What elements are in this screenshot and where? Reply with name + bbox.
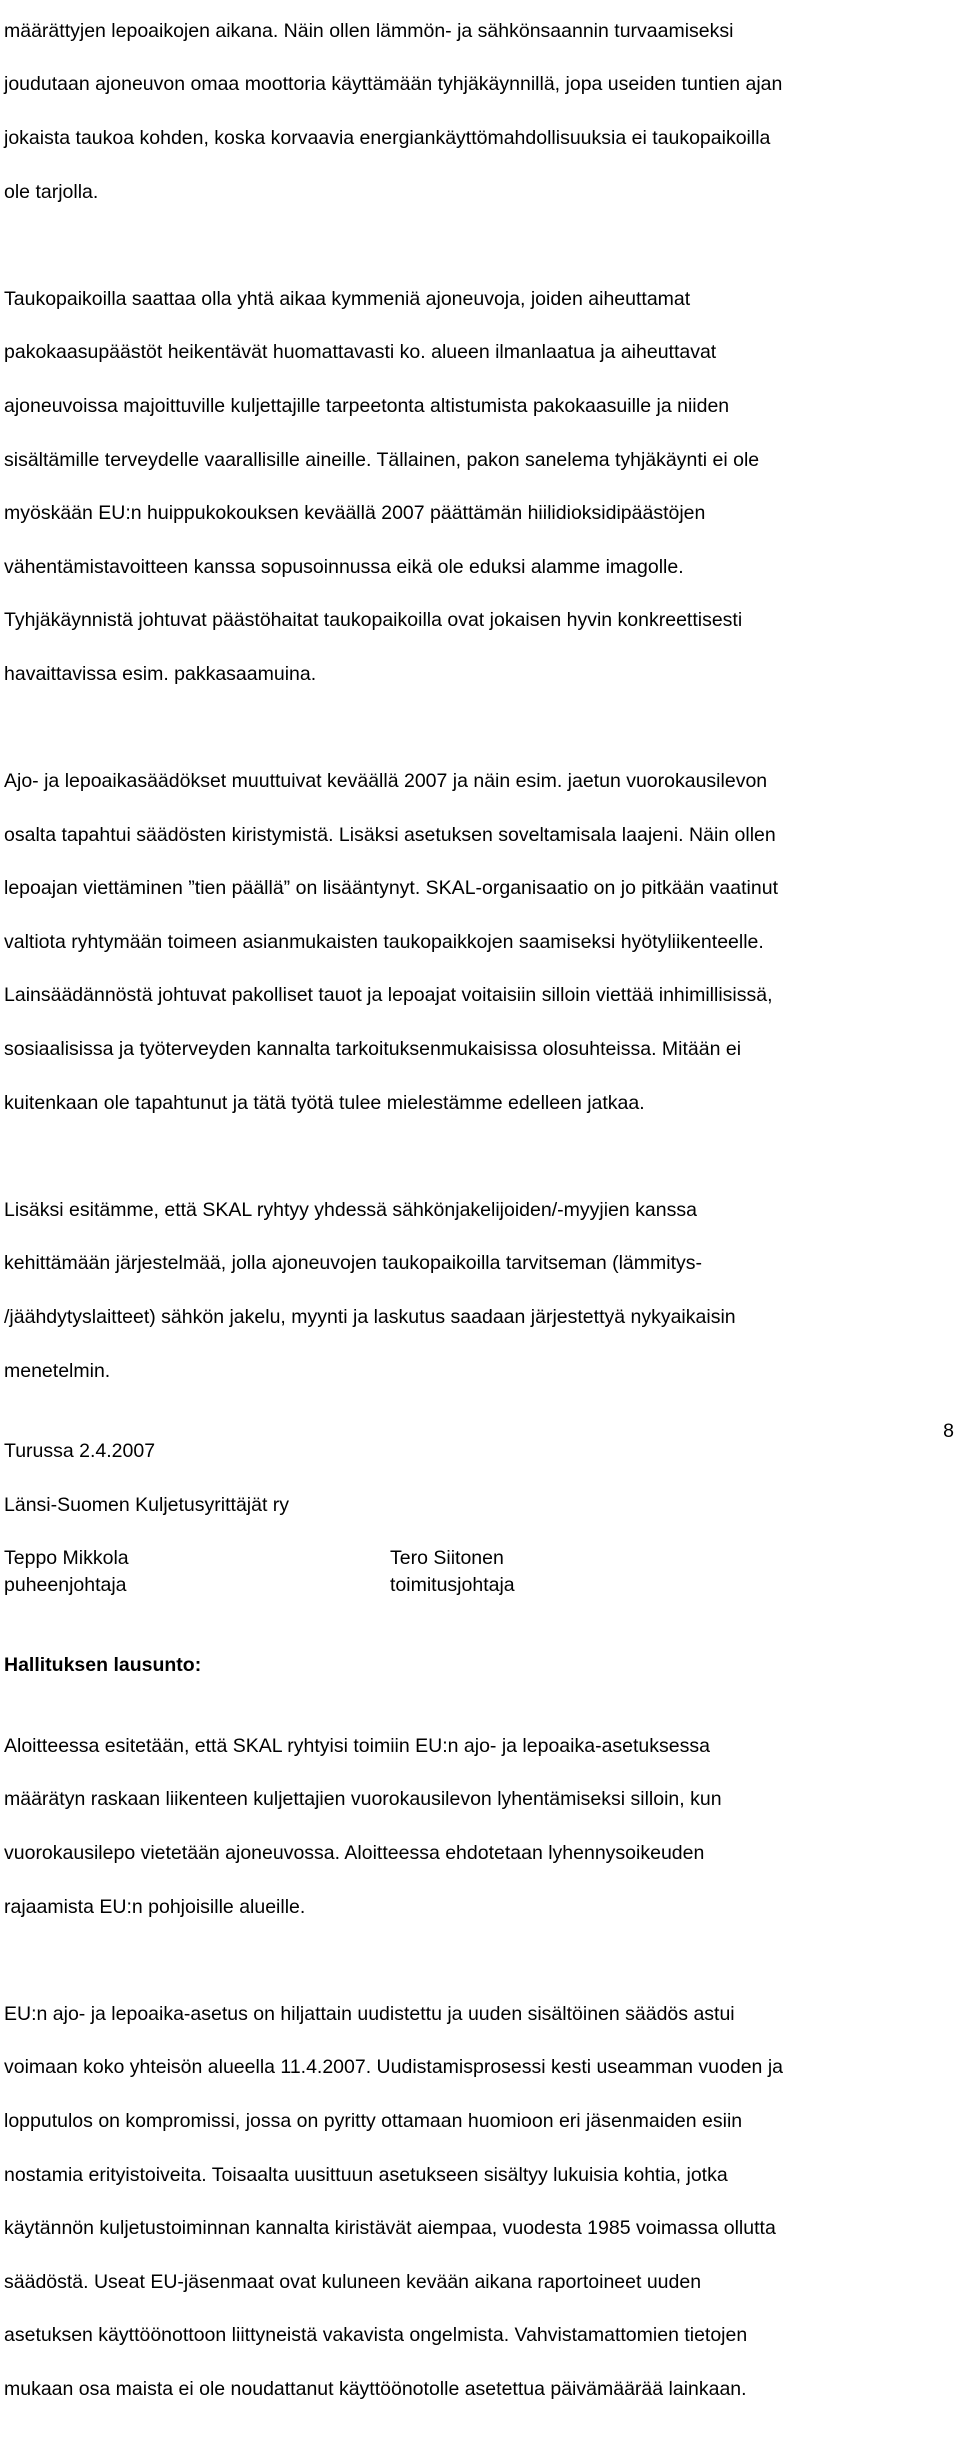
text-line: /jäähdytyslaitteet) sähkön jakelu, myynti ja laskutus saadaan järjestettyä nykyaikaisin [4, 1306, 736, 1329]
text-line: pakokaasupäästöt heikentävät huomattavasti ko. alueen ilmanlaatua ja aiheuttavat [4, 341, 717, 364]
text-line: valtiota ryhtymään toimeen asianmukaisten taukopaikkojen saamiseksi hyötyliikenteelle. [4, 930, 764, 953]
text-line: Tyhjäkäynnistä johtuvat päästöhaitat taukopaikoilla ovat jokaisen hyvin konkreettisesti [4, 609, 743, 632]
text-line: mukaan osa maista ei ole noudattanut käyttöönotolle asetettua päivämäärää lainkaan. [4, 2377, 747, 2400]
signatory-name: Tero Siitonen [390, 1547, 504, 1570]
text-line: Ajo- ja lepoaikasäädökset muuttuivat keväällä 2007 ja näin esim. jaetun vuorokausilevon [4, 770, 768, 793]
text-line: Aloitteessa esitetään, että SKAL ryhtyisi toimiin EU:n ajo- ja lepoaika-asetuksessa [4, 1734, 710, 1757]
text-line: ole tarjolla. [4, 180, 99, 203]
text-line: menetelmin. [4, 1359, 111, 1382]
text-line: lopputulos on kompromissi, jossa on pyritty ottamaan huomioon eri jäsenmaiden esiin [4, 2109, 743, 2132]
text-line: sosiaalisissa ja työterveyden kannalta tarkoituksenmukaisissa olosuhteissa. Mitään ei [4, 1038, 742, 1061]
organization-name: Länsi-Suomen Kuljetusyrittäjät ry [4, 1493, 290, 1516]
document-page [4, 0, 956, 2456]
text-line: ajoneuvoissa majoittuville kuljettajille tarpeetonta altistumista pakokaasuille ja niiden [4, 394, 730, 417]
text-line: voimaan koko yhteisön alueella 11.4.2007. Uudistamisprosessi kesti useamman vuoden ja [4, 2056, 783, 2079]
place-date: Turussa 2.4.2007 [4, 1440, 156, 1463]
text-line: EU:n ajo- ja lepoaika-asetus on hiljattain uudistettu ja uuden sisältöinen säädös astui [4, 2002, 735, 2025]
page-number: 8 [943, 1420, 954, 1442]
signatory-title: toimitusjohtaja [390, 1574, 515, 1597]
text-line: myöskään EU:n huippukokouksen keväällä 2007 päättämän hiilidioksidipäästöjen [4, 502, 706, 525]
signatory-2 [390, 1545, 790, 1599]
signatory-name: Teppo Mikkola [4, 1547, 129, 1570]
text-line: Lisäksi esitämme, että SKAL ryhtyy yhdessä sähkönjakelijoiden/-myyjien kanssa [4, 1198, 697, 1221]
text-line: sisältämille terveydelle vaarallisille aineille. Tällainen, pakon sanelema tyhjäkäynti ei ole [4, 448, 760, 471]
intro-paragraph [4, 0, 956, 232]
text-line: käytännön kuljetustoiminnan kannalta kiristävät aiempaa, vuodesta 1985 voimassa ollutta [4, 2217, 776, 2240]
text-line: joudutaan ajoneuvon omaa moottoria käyttämään tyhjäkäynnillä, jopa useiden tuntien ajan [4, 73, 783, 96]
text-line: säädöstä. Useat EU-jäsenmaat ovat kuluneen kevään aikana raportoineet uuden [4, 2270, 702, 2293]
text-line: kehittämään järjestelmää, jolla ajoneuvojen taukopaikoilla tarvitseman (lämmitys- [4, 1252, 702, 1275]
text-line: vähentämistavoitteen kanssa sopusoinnussa eikä ole eduksi alamme imagolle. [4, 555, 684, 578]
text-line: määrätyn raskaan liikenteen kuljettajien vuorokausilevon lyhentämiseksi silloin, kun [4, 1788, 722, 1811]
text-line: rajaamista EU:n pohjoisille alueille. [4, 1895, 306, 1918]
text-line: lepoajan viettäminen ”tien päällä” on lisääntynyt. SKAL-organisaatio on jo pitkään vaatinut [4, 877, 778, 900]
text-line: nostamia erityistoiveita. Toisaalta uusittuun asetukseen sisältyy lukuisia kohtia, jotka [4, 2163, 728, 2186]
regulations-paragraph [4, 741, 956, 1143]
statement-paragraph-1 [4, 1706, 956, 1947]
text-line: määrättyjen lepoaikojen aikana. Näin ollen lämmön- ja sähkönsaannin turvaamiseksi [4, 19, 734, 42]
text-line: jokaista taukoa kohden, koska korvaavia energiankäyttömahdollisuuksia ei taukopaikoilla [4, 126, 771, 149]
text-line: kuitenkaan ole tapahtunut ja tätä työtä tulee mielestämme edelleen jatkaa. [4, 1091, 645, 1114]
emissions-paragraph [4, 259, 956, 715]
proposal-paragraph [4, 1170, 956, 1411]
section-heading: Hallituksen lausunto: [4, 1654, 202, 1677]
text-line: vuorokausilepo vietetään ajoneuvossa. Aloitteessa ehdotetaan lyhennysoikeuden [4, 1841, 705, 1864]
text-line: asetuksen käyttöönottoon liittyneistä vakavista ongelmista. Vahvistamattomien tietojen [4, 2324, 748, 2347]
signatory-title: puheenjohtaja [4, 1574, 127, 1597]
text-line: havaittavissa esim. pakkasaamuina. [4, 662, 317, 685]
text-line: Lainsäädännöstä johtuvat pakolliset tauot ja lepoajat voitaisiin silloin viettää inhimillisissä, [4, 984, 773, 1007]
statement-paragraph-2 [4, 1974, 956, 2430]
signature-block [4, 1545, 956, 1599]
text-line: Taukopaikoilla saattaa olla yhtä aikaa kymmeniä ajoneuvoja, joiden aiheuttamat [4, 287, 691, 310]
signatory-1 [4, 1545, 390, 1599]
text-line: osalta tapahtui säädösten kiristymistä. Lisäksi asetuksen soveltamisala laajeni. Näin ollen [4, 823, 776, 846]
